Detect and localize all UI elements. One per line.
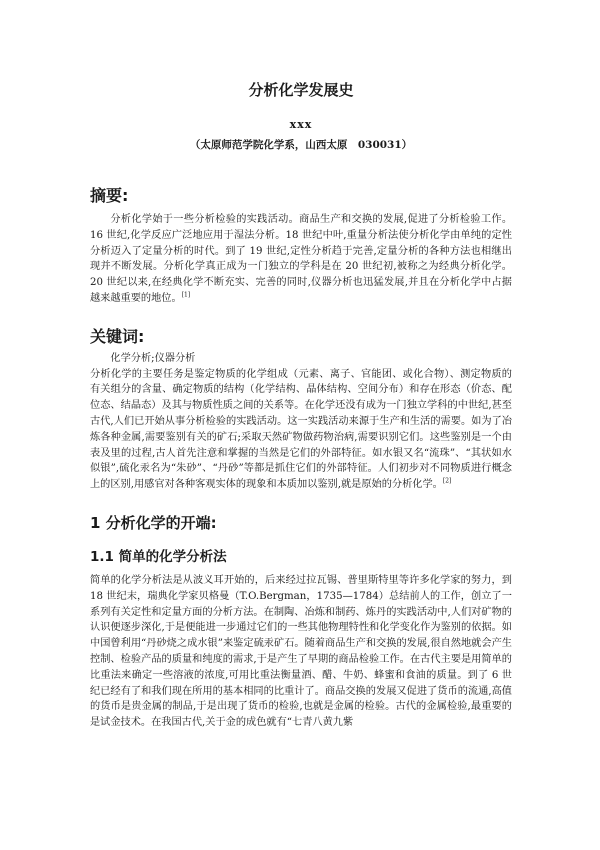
section-1-1-paragraph: 简单的化学分析法是从波义耳开始的，后来经过拉瓦锡、普里斯特里等许多化学家的努力，到 18 世纪末，瑞典化学家贝格曼（T.O.Bergman，1735—1784）总结前人的工作，创立了一系列有关定性和定量方面的分析方法。在制陶、冶炼和制药、炼丹的实践活动中,人们对矿物的认识便逐步深化,于是便能进一步通过它们的一些其他物理特性和化学变化作为鉴别的依据。如中国曾利用“丹砂烧之成水银”来鉴定硫汞矿石。随着商品生产和交换的发展,很自然地就会产生控制、检验产品的质量和纯度的需求,于是产生了早期的商品检验工作。在古代主要是用简单的比重法来确定一些溶液的浓度,可用比重法衡量酒、醋、牛奶、蜂蜜和食油的质量。到了 6 世纪已经有了和我们现在所用的基本相同的比重计了。商品交换的发展又促进了货币的流通,高值的货币是贵金属的制品,于是出现了货币的检验,也就是金属的检验。古代的金属检验,最重要的是试金技术。在我国古代,关于金的成色就有“七青八黄九紫: [90, 574, 512, 729]
abstract-body: 分析化学始于一些分析检验的实践活动。商品生产和交换的发展,促进了分析检验工作。16 世纪,化学反应广泛地应用于湿法分析。18 世纪中叶,重量分析法使分析化学由单纯的定性分析迈入了定量分析的时代。到了 19 世纪,定性分析趋于完善,定量分析的各种方法也相继出现并不断发展。分析化学真正成为一门独立的学科是在 20 世纪初,被称之为经典分析化学。20 世纪以来,在经典化学不断充实、完善的同时,仪器分析也迅猛发展,并且在分析化学中占据越来越重要的地位。: [90, 214, 512, 304]
abstract-ref: [1]: [181, 291, 191, 299]
paper-title: 分析化学发展史: [248, 81, 354, 99]
section-1-1-heading: 1.1 简单的化学分析法: [90, 548, 227, 565]
abstract-heading: 摘要:: [90, 186, 129, 205]
author-affiliation: （太原师范学院化学系，山西太原 030031）: [189, 139, 413, 151]
intro-ref: [2]: [442, 477, 452, 485]
keywords-text: 化学分析;仪器分析: [110, 352, 196, 364]
abstract-text: [90, 212, 512, 307]
author-name: xxx: [289, 118, 313, 131]
section-1-heading: 1 分析化学的开端:: [90, 513, 217, 532]
intro-paragraph: [90, 367, 512, 493]
keywords-heading: 关键词:: [90, 326, 145, 346]
intro-body: 分析化学的主要任务是鉴定物质的化学组成（元素、离子、官能团、或化合物）、测定物质的有关组分的含量、确定物质的结构（化学结构、晶体结构、空间分布）和存在形态（价态、配位态、结晶态）及其与物质性质之间的关系等。在化学还没有成为一门独立学科的中世纪,甚至古代,人们已开始从事分析检验的实践活动。这一实践活动来源于生产和生活的需要。如为了冶炼各种金属,需要鉴别有关的矿石;采取天然矿物做药物治病,需要识别它们。这些鉴别是一个由表及里的过程,古人首先注意和掌握的当然是它们的外部特征。如水银又名“流珠”、“其状如水似银”,硫化汞名为“朱砂”、“丹砂”等都是抓住它们的外部特征。人们初步对不同物质进行概念上的区别,用感官对各种客观实体的现象和本质加以鉴别,就是原始的分析化学。: [90, 368, 512, 491]
